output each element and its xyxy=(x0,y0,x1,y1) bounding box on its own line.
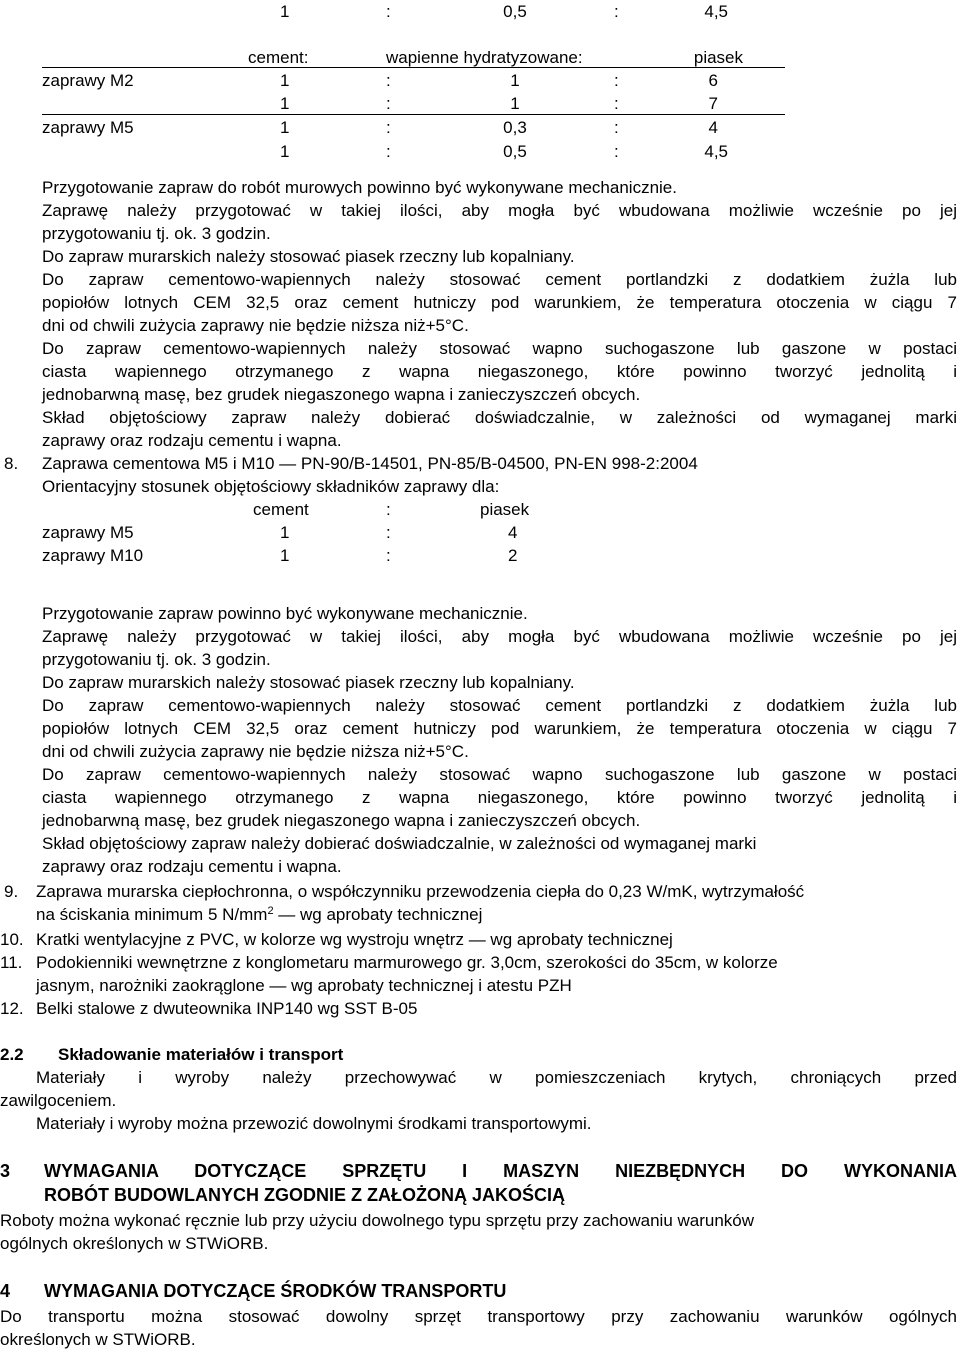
section-title: Składowanie materiałów i transport xyxy=(58,1045,344,1064)
text-line: popiołów lotnych CEM 32,5 oraz cement hutniczy pod warunkiem, że temperatura otoczenia w ciągu 7 xyxy=(42,719,957,738)
row-cement: 1 xyxy=(280,71,290,90)
row-sep: : xyxy=(614,94,619,113)
text-line: Do transportu można stosować dowolny sprzęt transportowy przy zachowaniu warunków ogólnych xyxy=(0,1307,957,1326)
row-lime: 1 xyxy=(510,71,520,90)
row-cement: 1 xyxy=(280,118,290,137)
row-label: zaprawy M5 xyxy=(42,118,134,137)
row-cement: 1 xyxy=(280,546,290,565)
row-cement: 1 xyxy=(280,142,290,161)
text-line: Materiały i wyroby można przewozić dowolnymi środkami transportowymi. xyxy=(36,1114,592,1133)
text-line: ciasta wapiennego otrzymanego z wapna niegaszonego, które powinno tworzyć jednolitą i xyxy=(42,362,957,381)
item-number: 9. xyxy=(4,882,19,901)
text-line: przygotowaniu tj. ok. 3 godzin. xyxy=(42,650,271,669)
row-sand: 4,5 xyxy=(704,142,728,161)
text-line: Do zapraw murarskich należy stosować piasek rzeczny lub kopalniany. xyxy=(42,247,575,266)
ratio-sep: : xyxy=(386,2,391,21)
item-title: Zaprawa cementowa M5 i M10 — PN-90/B-14501, PN-85/B-04500, PN-EN 998-2:2004 xyxy=(42,454,698,473)
section-paragraph xyxy=(0,1305,957,1351)
section-heading xyxy=(44,1160,957,1183)
row-sep: : xyxy=(614,71,619,90)
row-lime: 0,3 xyxy=(503,118,527,137)
row-label: zaprawy M10 xyxy=(42,546,144,565)
section-title: ROBÓT BUDOWLANYCH ZGODNIE Z ZAŁOŻONĄ JAKOŚCIĄ xyxy=(44,1185,565,1205)
section-title: WYMAGANIA DOTYCZĄCE SPRZĘTU I MASZYN NIEZBĘDNYCH DO WYKONANIA xyxy=(44,1161,957,1181)
section-number: 3 xyxy=(0,1161,11,1181)
text-line: określonych w STWiORB. xyxy=(0,1330,196,1349)
row-sep: : xyxy=(386,71,391,90)
text-line: Przygotowanie zapraw do robót murowych powinno być wykonywane mechanicznie. xyxy=(42,178,677,197)
mortar-preparation-text-1 xyxy=(42,176,957,452)
row-label: zaprawy M5 xyxy=(42,523,134,542)
ratio-sand: 4,5 xyxy=(704,2,728,21)
text-line: zaprawy oraz rodzaju cementu i wapna. xyxy=(42,431,342,450)
text-line: Zaprawę należy przygotować w takiej ilości, aby mogła być wbudowana możliwie wcześnie po jej xyxy=(42,201,957,220)
row-sep: : xyxy=(386,523,391,542)
item-text: Podokienniki wewnętrzne z konglometaru marmurowego gr. 3,0cm, szerokości do 35cm, w kolorze xyxy=(36,953,778,972)
text-line: dni od chwili zużycia zaprawy nie będzie niższa niż+5°C. xyxy=(42,316,469,335)
ratio-lime: 0,5 xyxy=(503,2,527,21)
item-text: Belki stalowe z dwuteownika INP140 wg SST B-05 xyxy=(36,999,418,1018)
row-sep: : xyxy=(386,94,391,113)
text-line: Do zapraw cementowo-wapiennych należy stosować wapno suchogaszone lub gaszone w postaci xyxy=(42,339,957,358)
col-header-sand: piasek xyxy=(693,48,743,67)
text-line: zaprawy oraz rodzaju cementu i wapna. xyxy=(42,857,342,876)
row-sep: : xyxy=(386,546,391,565)
text-line: Przygotowanie zapraw powinno być wykonywane mechanicznie. xyxy=(42,604,528,623)
text-line: Skład objętościowy zapraw należy dobierać doświadczalnie, w zależności od wymaganej marki xyxy=(42,408,957,427)
row-sep: : xyxy=(386,142,391,161)
text-line: Do zapraw murarskich należy stosować piasek rzeczny lub kopalniany. xyxy=(42,673,575,692)
text-line: Materiały i wyroby należy przechowywać w pomieszczeniach krytych, chroniących przed xyxy=(36,1068,957,1087)
text-line: Do zapraw cementowo-wapiennych należy stosować wapno suchogaszone lub gaszone w postaci xyxy=(42,765,957,784)
row-lime: 0,5 xyxy=(503,142,527,161)
item-number: 12. xyxy=(0,999,24,1018)
text-line: Zaprawę należy przygotować w takiej ilości, aby mogła być wbudowana możliwie wcześnie po jej xyxy=(42,627,957,646)
text-line: jednobarwną masę, bez grudek niegaszonego wapna i zanieczyszczeń obcych. xyxy=(42,385,641,404)
text-line: ogólnych określonych w STWiORB. xyxy=(0,1234,269,1253)
row-cement: 1 xyxy=(280,94,290,113)
col-header-cement: cement: xyxy=(248,48,309,67)
row-cement: 1 xyxy=(280,523,290,542)
section-number: 2.2 xyxy=(0,1045,24,1064)
text-line: Roboty można wykonać ręcznie lub przy użyciu dowolnego typu sprzętu przy zachowaniu warunków xyxy=(0,1211,755,1230)
text-line: przygotowaniu tj. ok. 3 godzin. xyxy=(42,224,271,243)
item-text: jasnym, narożniki zaokrąglone — wg aprobaty technicznej i atestu PZH xyxy=(36,976,572,995)
row-sep: : xyxy=(614,118,619,137)
section-paragraph xyxy=(36,1066,957,1089)
text-line: ciasta wapiennego otrzymanego z wapna niegaszonego, które powinno tworzyć jednolitą i xyxy=(42,788,957,807)
col-header-cement: cement xyxy=(253,500,309,519)
table-rule xyxy=(42,114,785,115)
ratio-sep: : xyxy=(614,2,619,21)
row-sand: 2 xyxy=(508,546,518,565)
row-sand: 4 xyxy=(508,523,518,542)
text-line: Do zapraw cementowo-wapiennych należy stosować cement portlandzki z dodatkiem żużla lub xyxy=(42,270,957,289)
text-line: jednobarwną masę, bez grudek niegaszonego wapna i zanieczyszczeń obcych. xyxy=(42,811,641,830)
item-text: Zaprawa murarska ciepłochronna, o współczynniku przewodzenia ciepła do 0,23 W/mK, wytrzymałość xyxy=(36,882,805,901)
item-subtitle: Orientacyjny stosunek objętościowy składników zaprawy dla: xyxy=(42,477,500,496)
ratio-cement: 1 xyxy=(280,2,290,21)
col-header-sep: : xyxy=(386,500,391,519)
table-rule xyxy=(42,67,785,68)
section-number: 4 xyxy=(0,1281,11,1301)
col-header-sand: piasek xyxy=(480,500,530,519)
row-label: zaprawy M2 xyxy=(42,71,134,90)
text-line: Skład objętościowy zapraw należy dobierać doświadczalnie, w zależności od wymaganej marki xyxy=(42,834,757,853)
mortar-preparation-text-2 xyxy=(42,602,957,878)
section-title: WYMAGANIA DOTYCZĄCE ŚRODKÓW TRANSPORTU xyxy=(44,1281,507,1301)
text-line: zawilgoceniem. xyxy=(0,1091,117,1110)
item-text: na ściskania minimum 5 $N/mm^2$ — wg aprobaty technicznej xyxy=(36,905,483,924)
item-number: 11. xyxy=(0,953,23,972)
text-line: dni od chwili zużycia zaprawy nie będzie niższa niż+5°C. xyxy=(42,742,469,761)
row-sand: 6 xyxy=(708,71,718,90)
item-text: Kratki wentylacyjne z PVC, w kolorze wg wystroju wnętrz — wg aprobaty technicznej xyxy=(36,930,673,949)
item-number: 10. xyxy=(0,930,24,949)
row-sand: 4 xyxy=(708,118,718,137)
col-header-lime: wapienne hydratyzowane: xyxy=(386,48,583,67)
row-lime: 1 xyxy=(510,94,520,113)
text-line: popiołów lotnych CEM 32,5 oraz cement hutniczy pod warunkiem, że temperatura otoczenia w ciągu 7 xyxy=(42,293,957,312)
row-sep: : xyxy=(614,142,619,161)
text-line: Do zapraw cementowo-wapiennych należy stosować cement portlandzki z dodatkiem żużla lub xyxy=(42,696,957,715)
superscript: 2 xyxy=(267,905,274,917)
item-number: 8. xyxy=(4,454,19,473)
row-sand: 7 xyxy=(708,94,718,113)
row-sep: : xyxy=(386,118,391,137)
